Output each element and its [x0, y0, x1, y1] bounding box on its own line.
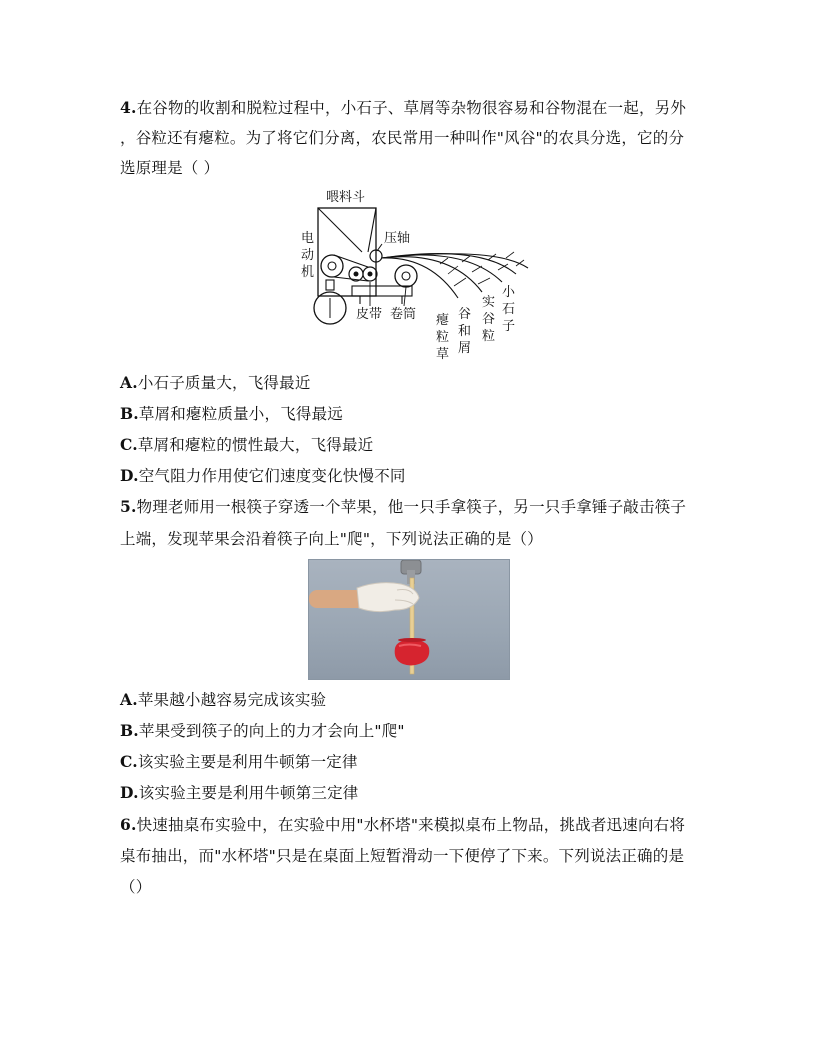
label-shriveled-2: 粒 — [436, 330, 450, 345]
label-motor-3: 机 — [301, 265, 315, 280]
q4-option-a — [120, 373, 311, 393]
drum — [395, 265, 417, 287]
label-motor-2: 动 — [301, 248, 315, 263]
q6-stem-text-1: 快速抽桌布实验中，在实验中用"水杯塔"来模拟桌布上物品，挑战者迅速向右将 — [136, 816, 686, 834]
q6-number: 6. — [120, 815, 137, 834]
q5-stem-text-1: 物理老师用一根筷子穿透一个苹果，他一只手拿筷子，另一只手拿锤子敲击筷子 — [136, 498, 687, 516]
label-hopper: 喂料斗 — [326, 190, 366, 205]
q4-stem-text-1: 在谷物的收割和脱粒过程中，小石子、草屑等杂物很容易和谷物混在一起，另外 — [136, 99, 687, 117]
label-solid-grain-3: 粒 — [482, 329, 496, 344]
q4-option-b-text: 草屑和瘪粒质量小，飞得最远 — [138, 405, 344, 423]
q5-option-c-text: 该实验主要是利用牛顿第一定律 — [137, 753, 358, 771]
q4-option-c-key: C. — [120, 435, 138, 454]
q6-line-2: 桌布抽出，而"水杯塔"只是在桌面上短暂滑动一下便停了下来。下列说法正确的是 — [120, 847, 685, 865]
q4-option-d-key: D. — [120, 466, 139, 485]
label-grain-chaff-2: 和 — [458, 324, 472, 339]
label-drum: 卷筒 — [390, 307, 417, 322]
label-grain-chaff-1: 谷 — [458, 307, 472, 322]
motor-pulley — [321, 255, 343, 277]
label-motor-1: 电 — [301, 231, 315, 246]
q5-option-d-key: D. — [120, 783, 139, 802]
apple-chopstick-photo — [308, 559, 510, 680]
label-solid-grain-1: 实 — [482, 295, 496, 310]
q4-number: 4. — [120, 98, 137, 117]
q5-option-b-text: 苹果受到筷子的向上的力才会向上"爬" — [138, 722, 405, 740]
q4-option-a-text: 小石子质量大，飞得最近 — [137, 374, 311, 392]
label-small-stone-2: 石 — [502, 302, 516, 317]
q4-option-c — [120, 435, 373, 455]
label-shriveled-3: 草 — [436, 347, 450, 362]
q4-option-c-text: 草屑和瘪粒的惯性最大，飞得最近 — [137, 436, 374, 454]
q4-option-a-key: A. — [120, 373, 138, 392]
label-solid-grain-2: 谷 — [482, 312, 496, 327]
q4-line-3: 选原理是（ ） — [120, 159, 220, 177]
q5-option-a — [120, 690, 326, 710]
q4-option-d-text: 空气阻力作用使它们速度变化快慢不同 — [138, 467, 406, 485]
q4-line-2: ，谷粒还有瘪粒。为了将它们分离，农民常用一种叫作"风谷"的农具分选，它的分 — [120, 129, 685, 147]
q5-option-c-key: C. — [120, 752, 138, 771]
label-shriveled-1: 瘪 — [436, 313, 450, 328]
q5-number: 5. — [120, 497, 137, 516]
winnowing-machine-diagram — [290, 186, 530, 364]
q5-option-d — [120, 783, 359, 803]
q4-option-b-key: B. — [120, 404, 139, 423]
label-small-stone-3: 子 — [502, 319, 516, 334]
q4-line-1 — [120, 98, 686, 118]
q5-option-a-text: 苹果越小越容易完成该实验 — [137, 691, 327, 709]
machine-housing — [318, 208, 376, 296]
q4-option-b — [120, 404, 343, 424]
label-grain-chaff-3: 屑 — [458, 341, 472, 356]
q5-option-d-text: 该实验主要是利用牛顿第三定律 — [138, 784, 359, 802]
q5-option-a-key: A. — [120, 690, 138, 709]
label-small-stone-1: 小 — [502, 285, 516, 300]
q6-line-1 — [120, 815, 685, 835]
label-roller: 压轴 — [384, 231, 411, 246]
q5-option-b-key: B. — [120, 721, 139, 740]
q6-line-3: （） — [120, 878, 152, 896]
q4-option-d — [120, 466, 406, 486]
q5-option-b — [120, 721, 405, 741]
q5-line-1 — [120, 497, 686, 517]
q5-option-c — [120, 752, 358, 772]
label-belt: 皮带 — [356, 307, 383, 322]
q5-line-2: 上端，发现苹果会沿着筷子向上"爬"，下列说法正确的是（） — [120, 530, 543, 548]
